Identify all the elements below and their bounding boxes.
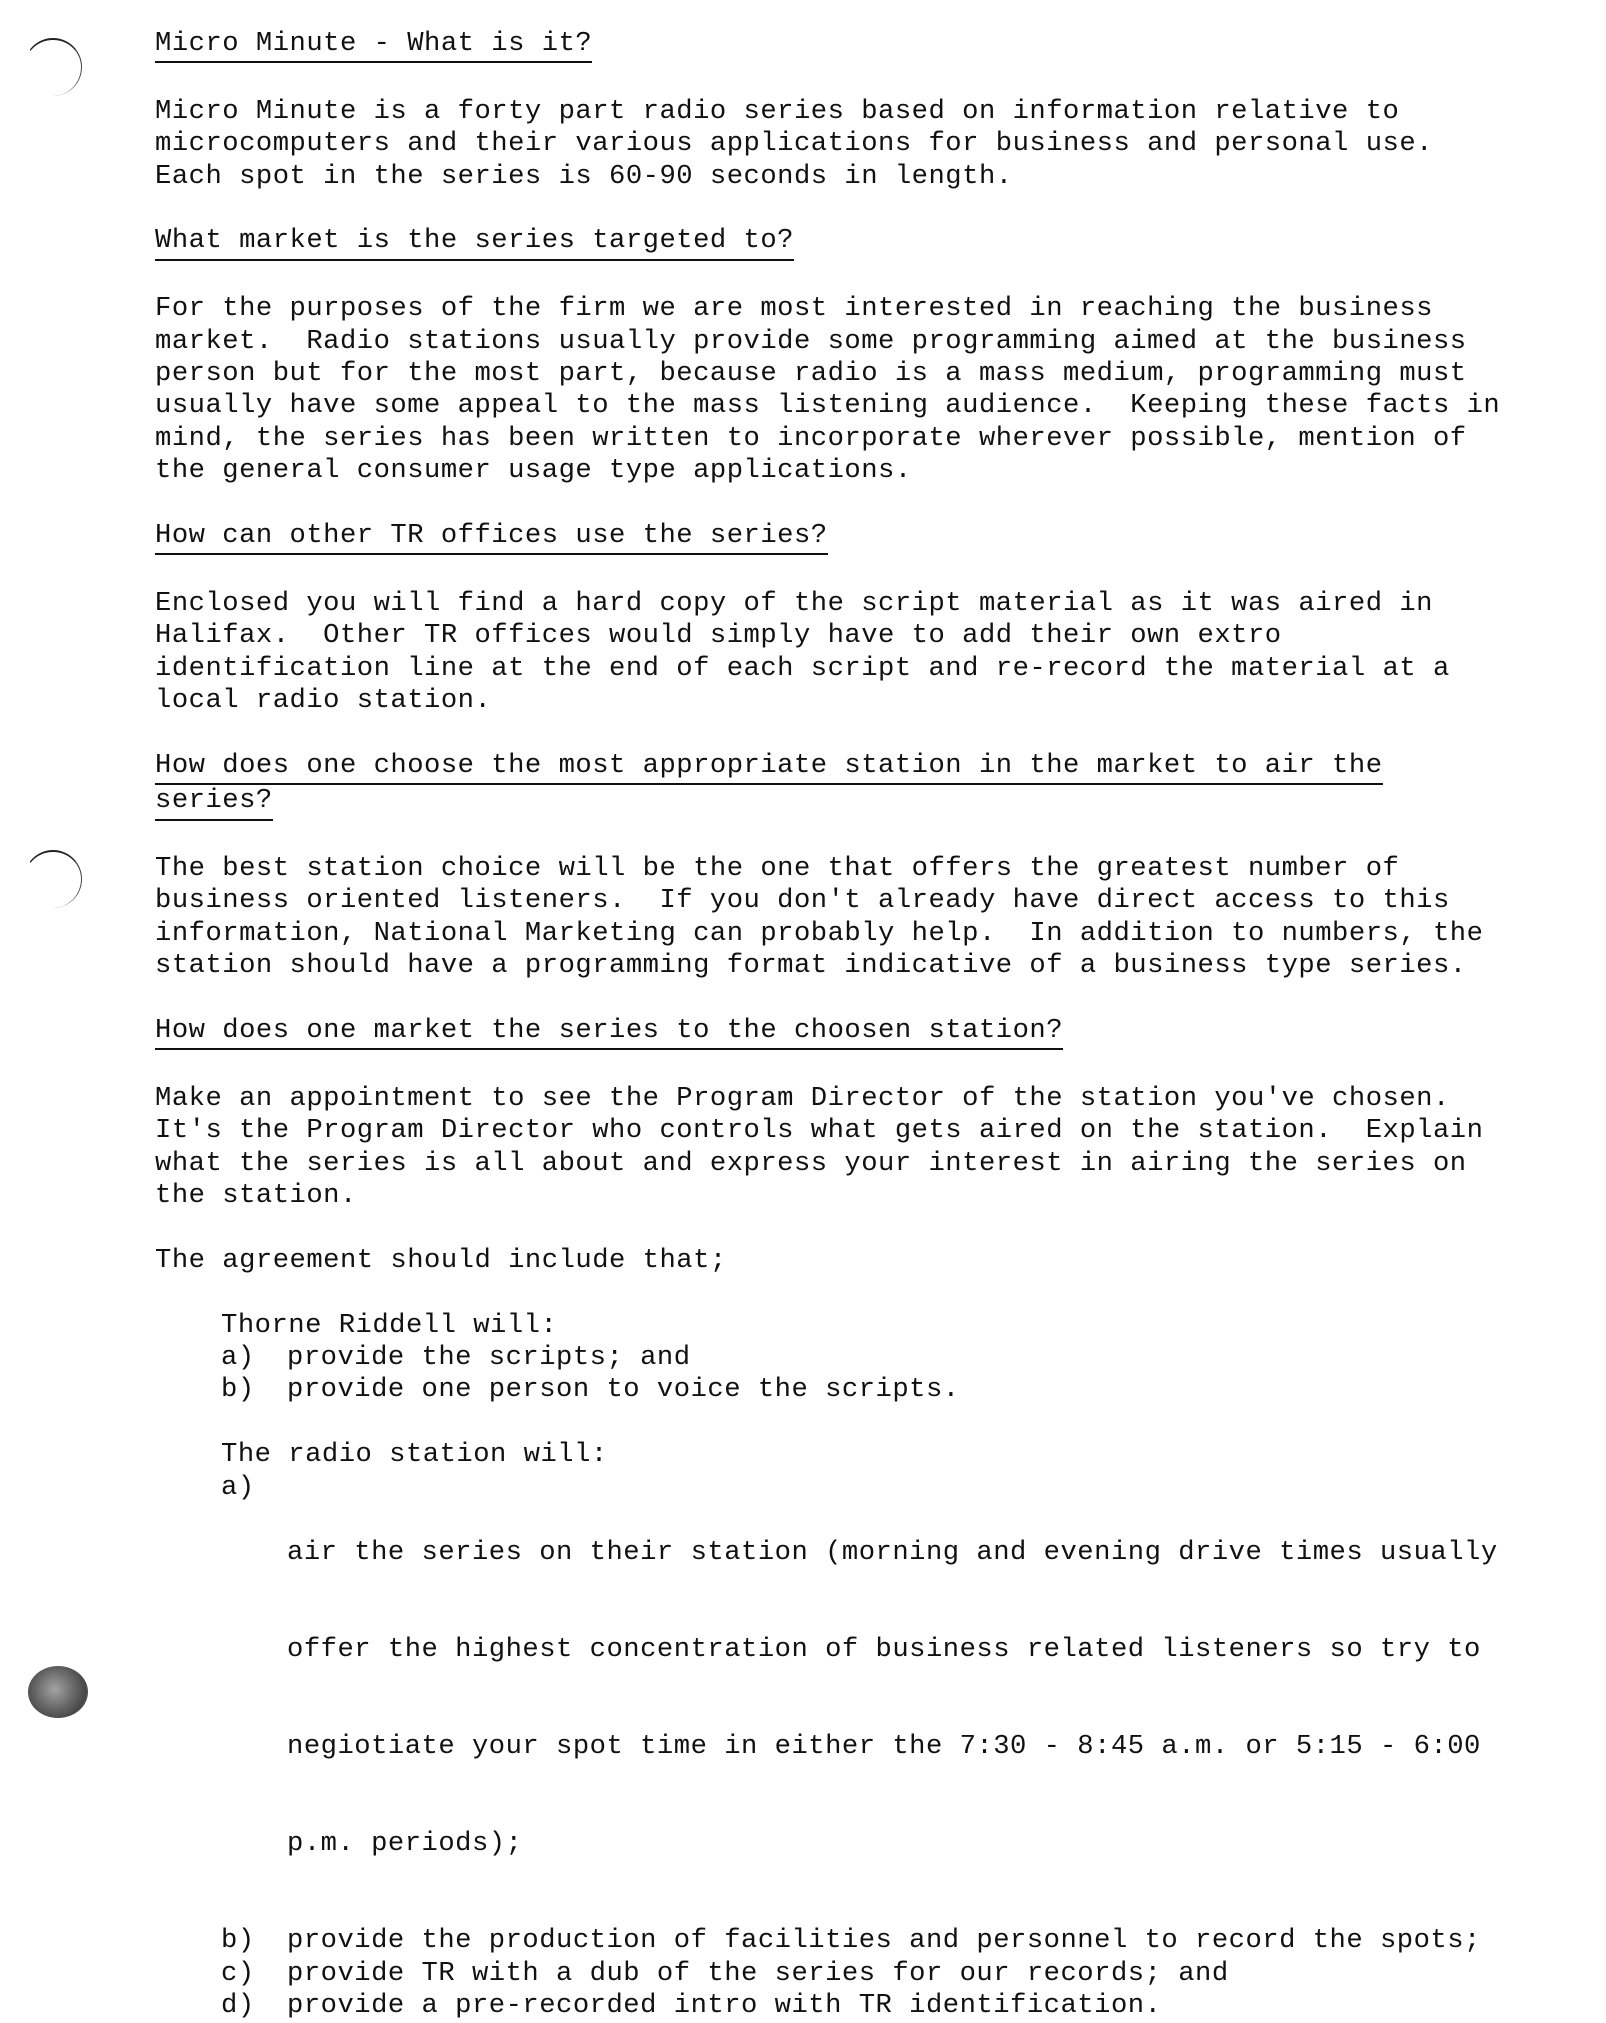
paragraph [155,1082,1484,1213]
paragraph-line: station should have a programming format indicative of a business type series. [155,950,1467,982]
paragraph [155,853,1484,983]
paragraph-line: market. Radio stations usually provide some programming aimed at the business [155,325,1467,357]
list-item [155,1925,1481,1957]
paragraph-line: For the purposes of the firm we are most interested in reaching the business [155,293,1433,325]
agreement-firm [155,1310,1475,1440]
paragraph-line: Micro Minute is a forty part radio series based on information relative to [155,95,1400,127]
agreement-intro: The radio station will: [221,1439,608,1471]
punch-hole-bottom [28,1666,88,1718]
section-choose-station [155,749,1484,1015]
list-marker: d) [221,1990,255,2022]
list-item-line: air the series on their station (morning and evening drive times usually [287,1536,1498,1568]
section-heading: Micro Minute - What is it? [155,28,592,63]
list-item-text: provide the scripts; and [287,1342,691,1374]
paragraph-line: It's the Program Director who controls what gets aired on the station. Explain [155,1115,1484,1147]
list-item-text: provide TR with a dub of the series for our records; and [287,1957,1229,1989]
paragraph-line: the station. [155,1180,357,1212]
list-item [155,1990,1475,2022]
section-heading: How can other TR offices use the series? [155,520,828,555]
agreement-station [155,1439,1498,2022]
list-marker: a) [221,1342,255,1374]
section-target-market [155,225,1501,520]
paragraph-line: The best station choice will be the one that offers the greatest number of [155,853,1400,885]
document-page [155,28,1501,2023]
paragraph-line: microcomputers and their various applications for business and personal use. [155,128,1433,160]
paragraph-line: Enclosed you will find a hard copy of the script material as it was aired in [155,587,1433,619]
paragraph-line: what the series is all about and express your interest in airing the series on [155,1147,1467,1179]
list-marker: a) [221,1471,255,1503]
paragraph-line: Halifax. Other TR offices would simply have to add their own extro [155,620,1282,652]
list-item-line: p.m. periods); [287,1828,523,1860]
paragraph-line: the general consumer usage type applications. [155,455,912,487]
punch-hole-top [24,38,82,96]
paragraph-line: Each spot in the series is 60-90 seconds in length. [155,160,1013,192]
list-item-text: provide a pre-recorded intro with TR identification. [287,1990,1162,2022]
paragraph-line: mind, the series has been written to incorporate wherever possible, mention of [155,422,1467,454]
list-marker: c) [221,1957,255,1989]
list-item [155,1374,1475,1406]
section-heading: How does one choose the most appropriate station in the market to air the [155,750,1383,785]
list-item [155,1471,1498,1926]
punch-hole-middle [24,850,82,908]
paragraph-line: person but for the most part, because radio is a mass medium, programming must [155,358,1467,390]
section-heading: series? [155,785,273,820]
section-what-is-it [155,28,1475,225]
paragraph [155,293,1501,487]
list-marker: b) [221,1374,255,1406]
list-item [155,1342,1475,1374]
list-item-text: provide the production of facilities and personnel to record the spots; [287,1925,1481,1957]
paragraph [155,96,1475,193]
paragraph-line: usually have some appeal to the mass listening audience. Keeping these facts in [155,390,1501,422]
section-heading: What market is the series targeted to? [155,225,794,260]
list-item-line: negiotiate your spot time in either the 7:30 - 8:45 a.m. or 5:15 - 6:00 [287,1730,1481,1762]
paragraph-line: information, National Marketing can probably help. In addition to numbers, the [155,917,1484,949]
section-heading: How does one market the series to the choosen station? [155,1015,1063,1050]
section-market-to-station [155,1015,1484,1310]
list-item-text: provide one person to voice the scripts. [287,1374,960,1406]
paragraph [155,1245,1475,1277]
list-item-text [287,1472,1498,1926]
list-marker: b) [221,1925,255,1957]
agreement-intro: Thorne Riddell will: [221,1309,558,1341]
list-item [155,1958,1475,1990]
paragraph-line: identification line at the end of each script and re-record the material at a [155,652,1450,684]
paragraph-line: local radio station. [155,685,492,717]
paragraph-line: Make an appointment to see the Program Director of the station you've chosen. [155,1082,1450,1114]
section-other-offices [155,520,1475,750]
paragraph-line: The agreement should include that; [155,1244,727,1276]
paragraph [155,588,1475,718]
list-item-line: offer the highest concentration of business related listeners so try to [287,1633,1481,1665]
paragraph-line: business oriented listeners. If you don't already have direct access to this [155,885,1450,917]
